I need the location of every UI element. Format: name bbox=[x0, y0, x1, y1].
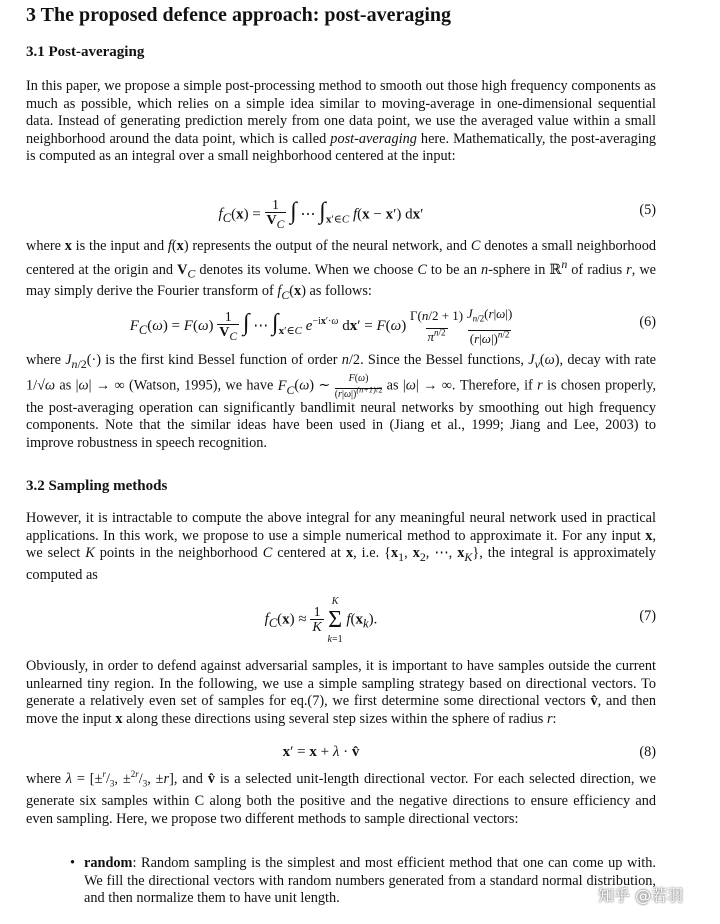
paragraph-intro: In this paper, we propose a simple post-processing method to smooth out those high frequency components as much as possible, which relies on a simple idea similar to moving-average in one-dimensional sequential data. Instead of generating prediction merely from one data point, we use the averaged value within a small neighborhood around the data point, which is called post-averaging here. Mathematically, the post-averaging is computed as an integral over a small neighborhood centered at the input: bbox=[26, 78, 656, 165]
equation-8-body: x′ = x + λ · v̂ bbox=[282, 744, 360, 760]
paragraph-lambda: where $\lambda = [\pm^r/_3$, $\pm^{2r}/_3$, ±r], and v̂ is a selected unit-length directional vector. For each selected direction, we generate six samples within C along both the positive and the negative directions to ensure efficiency and even sampling. Here, we propose two different methods to sample directional vectors: bbox=[26, 769, 656, 827]
equation-5-body: $f_C(x) = 1$ $V_C$ ∫ ⋯ $\int_{x'\in C}$ f(x − x′) dx′ bbox=[218, 198, 424, 231]
bullet-marker: • bbox=[70, 855, 76, 871]
paragraph-directional: Obviously, in order to defend against adversarial samples, it is important to have samples outside the current unlearned tiny region. In the following, we use a simple sampling strategy based on directional vectors. To generate a relatively even set of samples for eq.(7), we first determine some directional vectors v̂, and then move the input x along these directions using several step sizes within the sphere of radius r: bbox=[26, 658, 656, 727]
equation-6 bbox=[26, 302, 656, 346]
paragraph-fourier: where x is the input and f(x) represents the output of the neural network, and C denotes a small neighborhood centered at the origin and $V_C$ denotes its volume. When we choose C to be an n-sphere in ℝ$^n$ of radius r, we may simply derive the Fourier transform of $f_C(x)$ as follows: bbox=[26, 238, 656, 302]
bullet-random bbox=[84, 855, 656, 908]
equation-7-number: (7) bbox=[639, 608, 656, 624]
paragraph-sampling-intro: However, it is intractable to compute the above integral for any meaningful neural network used in practical applications. In this work, we propose to use a simple numerical method to approximate it. For any input x, we select K points in the neighborhood C centered at x, i.e. {$x_1$, $x_2$, ⋯, $x_K$}, the integral is approximately computed as bbox=[26, 510, 656, 583]
equation-5-number: (5) bbox=[639, 202, 656, 218]
equation-8-number: (8) bbox=[639, 744, 656, 760]
section-heading: 3 The proposed defence approach: post-averaging bbox=[26, 4, 452, 26]
subsection-heading-post-averaging: 3.1 Post-averaging bbox=[26, 44, 145, 60]
equation-6-body: $F_C(\omega) = F(\omega)$ 1 $V_C$ ∫ ⋯ $\int_{x'\in C}$ $e^{-ix'\cdot\omega}$ dx′ = F(ω) Γ(n/2 + 1) $\pi^{n/2}$ $J_{n/2}(r|\omega|)$ $(r|\omega|)^{n/2}$ bbox=[129, 306, 513, 346]
equation-6-number: (6) bbox=[639, 314, 656, 330]
bullet-random-term: random bbox=[84, 855, 133, 871]
paragraph-bessel: where $J_{n/2}(\cdot)$ is the first kind Bessel function of order n/2. Since the Bessel functions, $J_\nu(\omega)$, decay with rate 1/√ω as |ω| → ∞ (Watson, 1995), we have $F_C(\omega)$ ∼ F(ω) $(r|\omega|)^{(n+1)/2}$ as |ω| → ∞. Therefore, if r is chosen properly, the post-averaging operation can significantly bandlimit neural networks by smoothing out high frequency components. Note that the similar ideas have been used in (Jiang et al., 1999; Jiang and Lee, 2003) to improve robustness in speech recognition. bbox=[26, 352, 657, 451]
watermark: 知乎 @若羽 bbox=[598, 886, 684, 905]
equation-5 bbox=[26, 192, 656, 232]
equation-8 bbox=[26, 744, 656, 766]
bullet-random-text: : Random sampling is the simplest and most efficient method that one can come up with. We fill the directional vectors with random numbers generated from a standard normal distribution, and then normalize them to have unit length. bbox=[84, 855, 656, 907]
equation-7-body: $f_C(x) \approx 1$ K K Σ k=1 $f(x_k)$. bbox=[264, 596, 378, 645]
equation-7 bbox=[26, 588, 656, 644]
subsection-heading-sampling: 3.2 Sampling methods bbox=[26, 478, 168, 494]
